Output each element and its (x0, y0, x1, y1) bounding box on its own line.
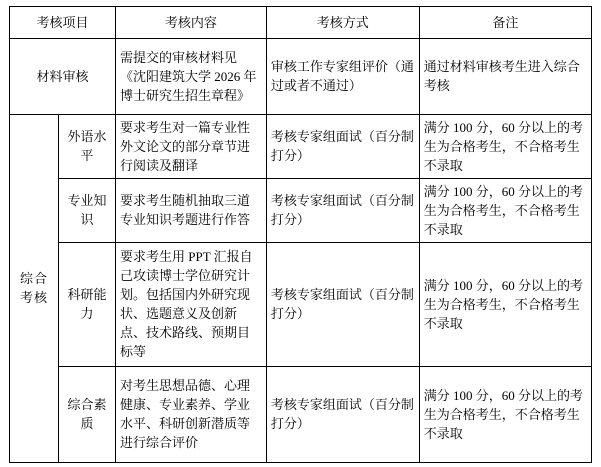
table-row (10, 367, 592, 463)
row-category-material-review: 材料审核 (10, 39, 116, 115)
table-row (10, 179, 592, 243)
row-subcategory-comprehensive-quality: 综合素质 (58, 367, 115, 463)
row-method-foreign-language: 考核专家组面试（百分制打分） (266, 115, 419, 179)
table-header-row (10, 7, 592, 39)
row-method-comprehensive-quality: 考核专家组面试（百分制打分） (266, 367, 419, 463)
table-row (10, 115, 592, 179)
row-content-professional-knowledge: 要求考生随机抽取三道专业知识考题进行作答 (116, 179, 267, 243)
column-header-method: 考核方式 (266, 7, 419, 39)
row-remark-material-review: 通过材料审核考生进入综合考核 (419, 39, 591, 115)
table-row (10, 39, 592, 115)
row-content-foreign-language: 要求考生对一篇专业性外文论文的部分章节进行阅读及翻译 (116, 115, 267, 179)
table-row (10, 243, 592, 367)
row-method-material-review: 审核工作专家组评价（通过或者不通过） (266, 39, 419, 115)
assessment-table (9, 6, 592, 463)
row-method-research-ability: 考核专家组面试（百分制打分） (266, 243, 419, 367)
row-remark-foreign-language: 满分 100 分，60 分以上的考生为合格考生，不合格考生不录取 (419, 115, 591, 179)
row-subcategory-research-ability: 科研能力 (58, 243, 115, 367)
row-method-professional-knowledge: 考核专家组面试（百分制打分） (266, 179, 419, 243)
row-remark-research-ability: 满分 100 分，60 分以上的考生为合格考生，不合格考生不录取 (419, 243, 591, 367)
row-remark-professional-knowledge: 满分 100 分，60 分以上的考生为合格考生，不合格考生不录取 (419, 179, 591, 243)
column-header-project: 考核项目 (10, 7, 116, 39)
row-remark-comprehensive-quality: 满分 100 分，60 分以上的考生为合格考生，不合格考生不录取 (419, 367, 591, 463)
row-content-research-ability: 要求考生用 PPT 汇报自己攻读博士学位研究计划。包括国内外研究现状、选题意义及创新点、技术路线、预期目标等 (116, 243, 267, 367)
row-category-comprehensive: 综合考核 (10, 115, 59, 463)
row-content-material-review: 需提交的审核材料见《沈阳建筑大学 2026 年博士研究生招生章程》 (116, 39, 267, 115)
column-header-content: 考核内容 (116, 7, 267, 39)
column-header-remark: 备注 (419, 7, 591, 39)
document-page (0, 6, 601, 467)
row-content-comprehensive-quality: 对考生思想品德、心理健康、专业素养、学业水平、科研创新潜质等进行综合评价 (116, 367, 267, 463)
row-subcategory-foreign-language: 外语水平 (58, 115, 115, 179)
row-subcategory-professional-knowledge: 专业知识 (58, 179, 115, 243)
